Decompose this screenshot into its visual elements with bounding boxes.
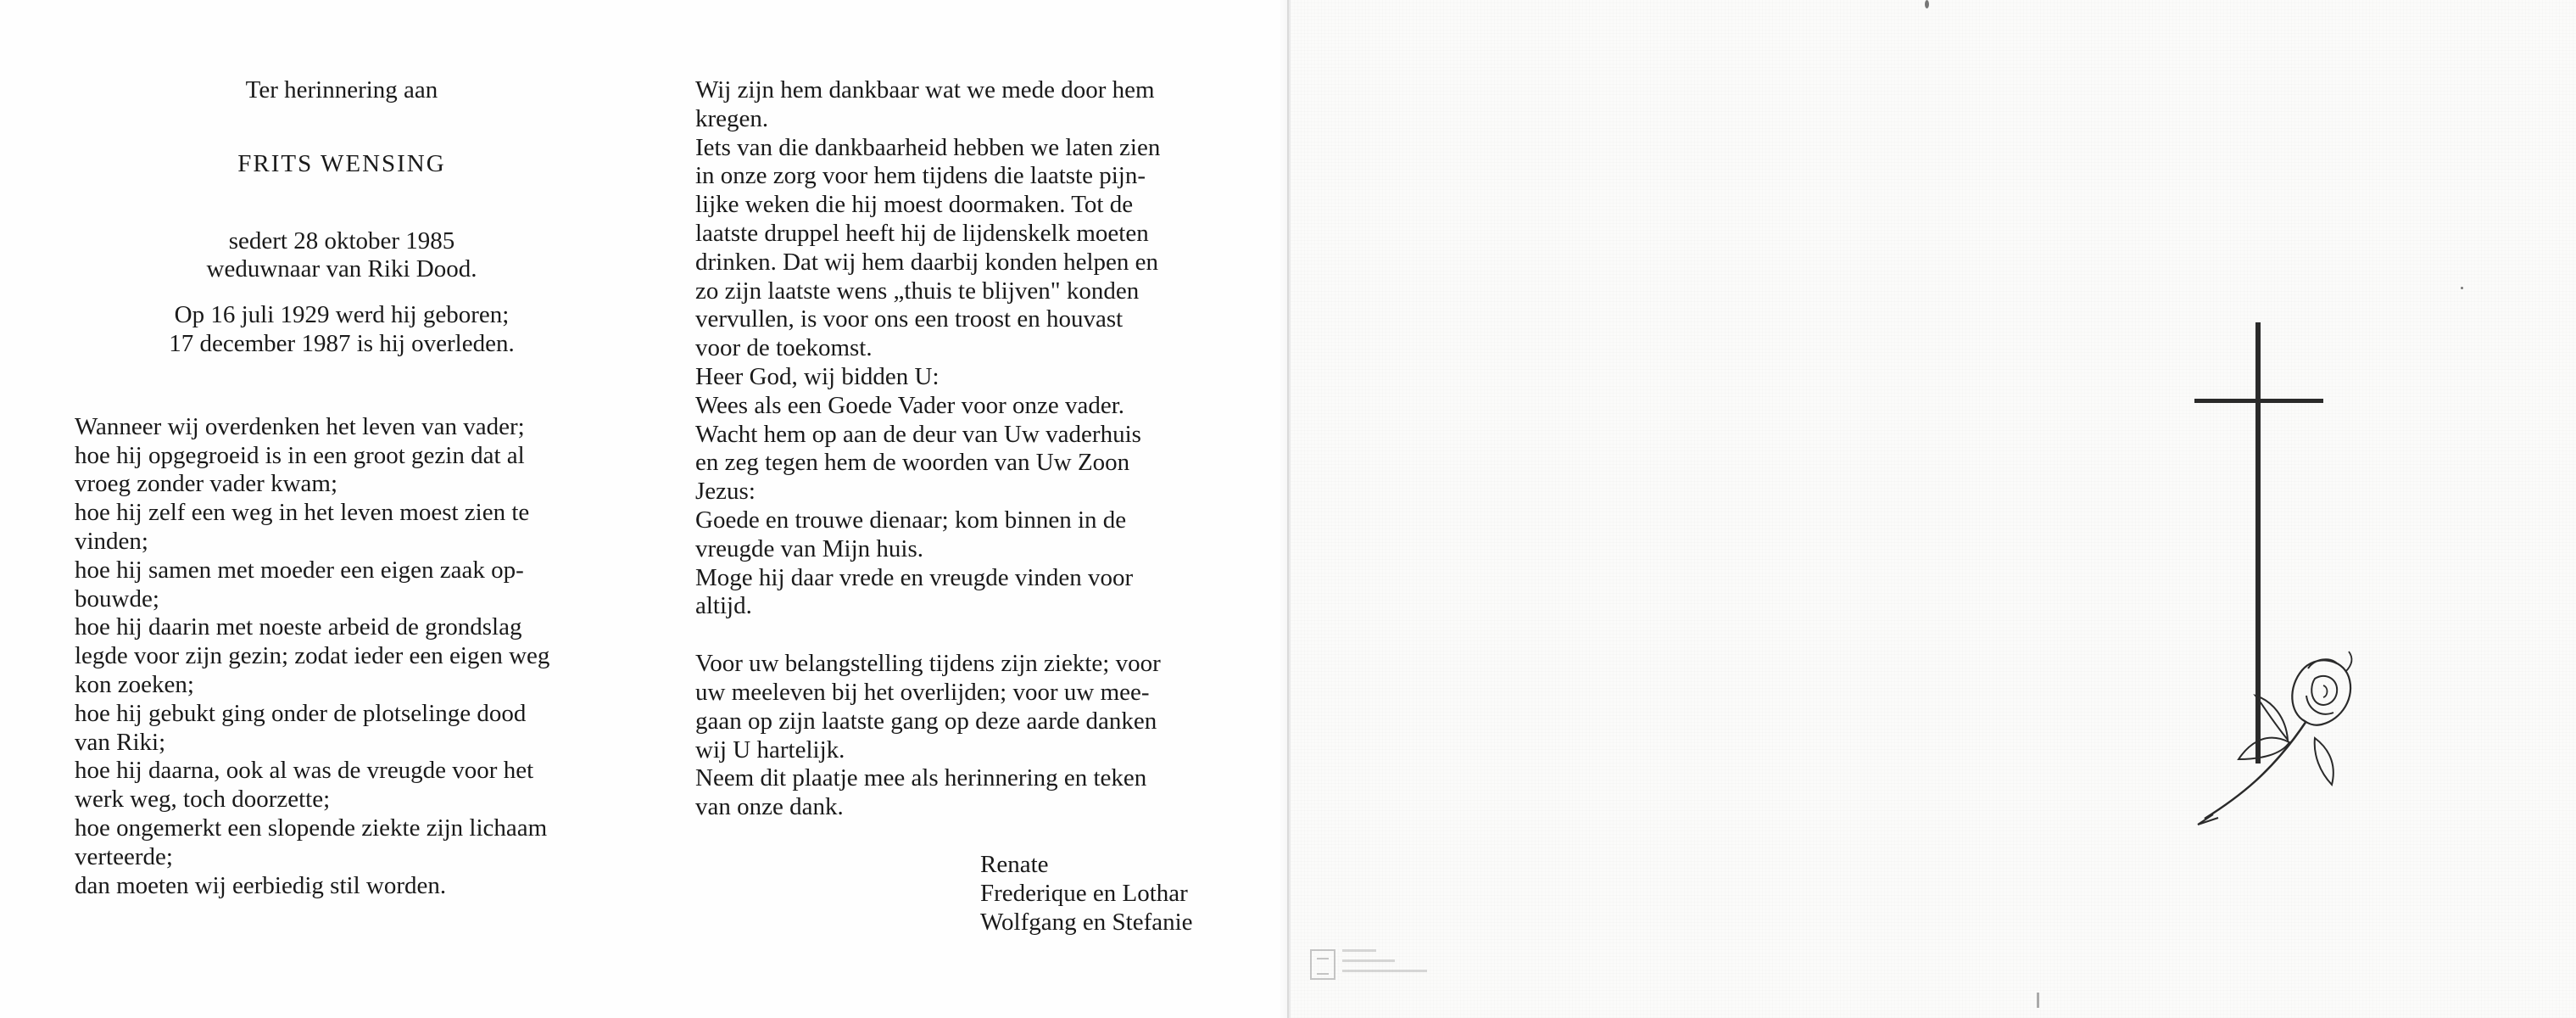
text-line: Heer God, wij bidden U: [695,362,940,390]
card-inner-right-panel [1291,0,2576,1018]
text-line: lijke weken die hij moest doormaken. Tot de [695,191,1134,219]
poem-line: hoe hij daarna, ook al was de vreugde voor het [75,757,534,785]
signature-line: Frederique en Lothar [980,879,1188,907]
poem-line: hoe hij gebukt ging onder de plotselinge dood [75,699,527,727]
text-line: zo zijn laatste wens „thuis te blijven" konden [695,277,1140,305]
poem-line: bouwde; [75,585,159,612]
poem-line: van Riki; [75,728,166,756]
paper-speck [2037,993,2039,1008]
deceased-name: FRITS WENSING [237,149,446,177]
poem-line: hoe hij opgegroeid is in een groot gezin dat al [75,441,525,469]
text-line: Neem dit plaatje mee als herinnering en teken [695,764,1147,792]
text-line: voor de toekomst. [695,334,873,362]
text-line: Moge hij daar vrede en vreugde vinden voor [695,563,1134,591]
dates-block [75,301,609,359]
text-line: kregen. [695,104,769,132]
widower-block [75,227,609,285]
text-line: in onze zorg voor hem tijdens die laatste pijn- [695,162,1146,190]
poem-line: hoe hij samen met moeder een eigen zaak op- [75,556,524,584]
poem-block [75,413,609,901]
text-line: laatste druppel heeft hij de lijdenskelk moeten [695,219,1149,247]
intro-line: Ter herinnering aan [245,76,438,103]
poem-line: hoe ongemerkt een slopende ziekte zijn lichaam [75,814,548,842]
signature-line: Renate [980,850,1049,878]
poem-line: kon zoeken; [75,670,194,698]
widower-line: weduwnaar van Riki Dood. [206,255,477,283]
poem-line: vinden; [75,527,148,555]
text-line: Wij zijn hem dankbaar wat we mede door hem [695,76,1155,103]
poem-line: Wanneer wij overdenken het leven van vader; [75,412,525,440]
text-line: en zeg tegen hem de woorden van Uw Zoon [695,449,1130,477]
birth-line: Op 16 juli 1929 werd hij geboren; [174,301,510,329]
signatures-block [980,851,1229,937]
left-text-column [75,76,609,900]
poem-line: legde voor zijn gezin; zodat ieder een eigen weg [75,642,550,670]
paper-speck [1925,0,1929,8]
poem-line: dan moeten wij eerbiedig stil worden. [75,871,447,899]
poem-line: hoe hij daarin met noeste arbeid de grondslag [75,613,522,641]
cross-with-rose-icon [2188,322,2357,831]
text-line: van onze dank. [695,793,844,821]
text-line: Goede en trouwe dienaar; kom binnen in de [695,506,1127,534]
gratitude-paragraph [695,76,1229,621]
text-line: wij U hartelijk. [695,736,845,764]
text-line: altijd. [695,592,752,620]
text-line: Jezus: [695,478,756,506]
thanks-paragraph [695,650,1229,822]
poem-line: werk weg, toch doorzette; [75,786,331,814]
text-line: vreugde van Mijn huis. [695,534,924,562]
poem-line: vroeg zonder vader kwam; [75,470,338,498]
signature-line: Wolfgang en Stefanie [980,908,1193,936]
widower-line: sedert 28 oktober 1985 [228,227,455,255]
poem-line: hoe hij zelf een weg in het leven moest zien te [75,499,530,527]
text-line: Voor uw belangstelling tijdens zijn ziekte; voor [695,650,1161,678]
text-line: Iets van die dankbaarheid hebben we laten zien [695,133,1161,161]
death-line: 17 december 1987 is hij overleden. [169,329,515,357]
right-text-column [695,76,1229,937]
text-line: gaan op zijn laatste gang op deze aarde danken [695,707,1157,735]
text-line: Wacht hem op aan de deur van Uw vaderhuis [695,420,1141,448]
text-line: drinken. Dat wij hem daarbij konden helpen en [695,248,1159,276]
text-line: vervullen, is voor ons een troost en houvast [695,305,1124,333]
text-line: Wees als een Goede Vader voor onze vader. [695,391,1125,419]
poem-line: verteerde; [75,842,173,870]
printer-stamp-icon [1310,946,1454,988]
text-line: uw meeleven bij het overlijden; voor uw mee- [695,678,1150,706]
paper-speck [2461,287,2463,289]
